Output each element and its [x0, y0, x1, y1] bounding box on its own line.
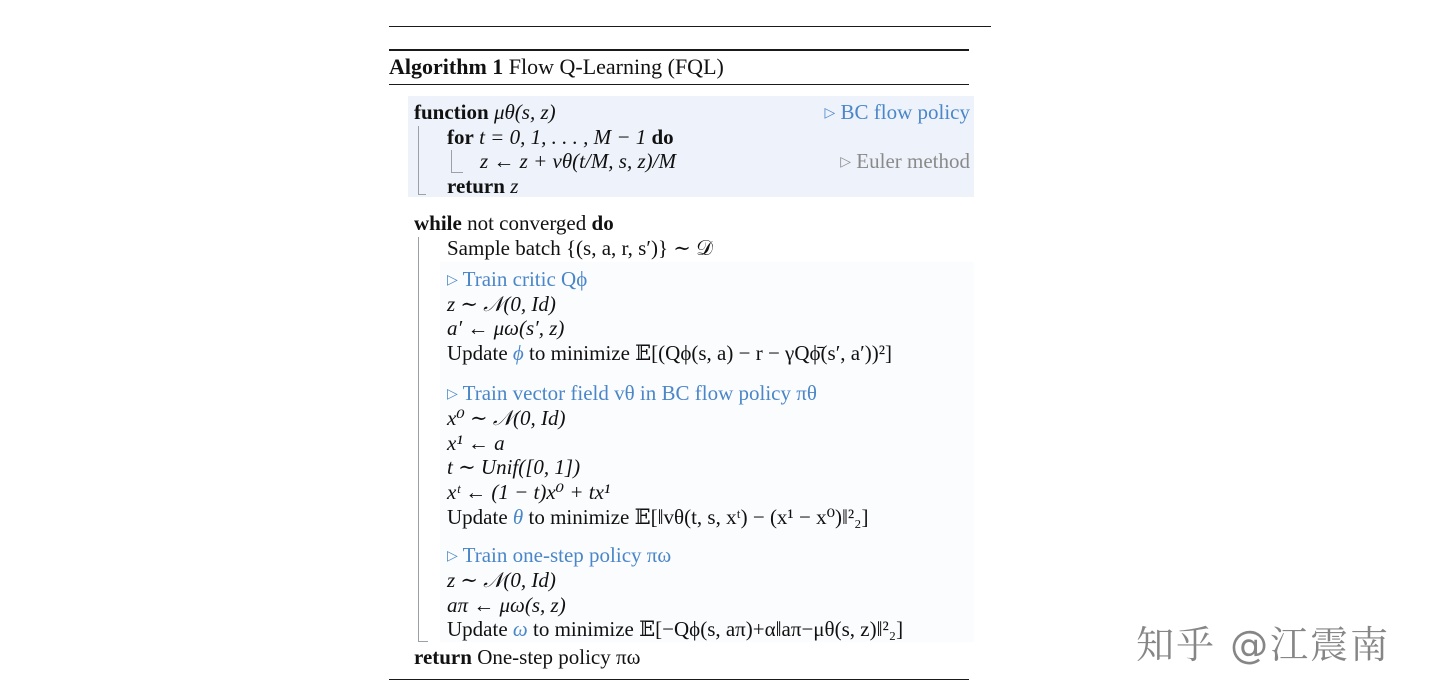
critic-line: z ∼ 𝒩(0, Id) — [447, 292, 556, 316]
vector-field-line: x¹ ← a — [447, 431, 505, 455]
function-comment: ▷ BC flow policy — [824, 100, 970, 124]
sample-batch-line: Sample batch {(s, a, r, s′)} ∼ 𝒟 — [447, 236, 713, 260]
one-step-comment: ▷ Train one-step policy πω — [447, 543, 672, 567]
do-keyword: do — [591, 211, 614, 235]
vector-field-param: θ — [512, 505, 524, 529]
algorithm-title: Flow Q-Learning (FQL) — [508, 54, 724, 79]
while-indent-bar — [418, 237, 419, 641]
function-header — [414, 100, 556, 124]
function-indent-end — [418, 194, 426, 195]
one-step-line: z ∼ 𝒩(0, Id) — [447, 568, 556, 592]
while-condition: not converged — [467, 211, 587, 235]
one-step-update-line: Update ω to minimize 𝔼[−Qϕ(s, aπ)+α‖aπ−μθ(s, z)‖²₂] — [447, 617, 904, 641]
vector-field-update-line: Update θ to minimize 𝔼[‖vθ(t, s, xᵗ) − (x¹ − x⁰)‖²₂] — [447, 505, 869, 529]
for-range: t = 0, 1, . . . , M − 1 — [479, 125, 647, 149]
comment-triangle-icon: ▷ — [447, 273, 458, 288]
comment-triangle-icon: ▷ — [840, 155, 852, 170]
critic-param: ϕ — [512, 341, 524, 365]
one-step-param: ω — [512, 617, 528, 641]
for-indent-bar — [451, 150, 452, 172]
return-value: z — [510, 174, 519, 198]
one-step-line: aπ ← μω(s, z) — [447, 593, 566, 617]
algorithm-caption — [389, 52, 724, 82]
function-signature: μθ(s, z) — [493, 100, 556, 124]
do-keyword: do — [651, 125, 674, 149]
comment-triangle-icon: ▷ — [447, 387, 458, 402]
euler-update: z ← z + vθ(t/M, s, z)/M — [480, 149, 676, 173]
function-keyword: function — [414, 100, 489, 124]
return-keyword: return — [414, 645, 472, 669]
critic-line: a′ ← μω(s′, z) — [447, 316, 565, 340]
critic-update-line: Update ϕ to minimize 𝔼[(Qϕ(s, a) − r − γQϕ̄(s′, a′))²] — [447, 341, 892, 365]
euler-comment: ▷ Euler method — [840, 149, 970, 173]
while-indent-end — [418, 641, 428, 642]
top-rule — [389, 26, 991, 27]
for-keyword: for — [447, 125, 474, 149]
vector-field-line: x⁰ ∼ 𝒩(0, Id) — [447, 406, 566, 430]
comment-triangle-icon: ▷ — [447, 549, 458, 564]
for-indent-end — [451, 172, 463, 173]
function-indent-bar — [418, 126, 419, 194]
for-loop-header — [447, 125, 674, 149]
vector-field-line: t ∼ Unif([0, 1]) — [447, 455, 581, 479]
vector-field-line: xᵗ ← (1 − t)x⁰ + tx¹ — [447, 480, 611, 504]
function-return — [447, 174, 518, 198]
critic-comment: ▷ Train critic Qϕ — [447, 267, 588, 291]
comment-triangle-icon: ▷ — [824, 106, 836, 121]
return-value: One-step policy πω — [477, 645, 641, 669]
algorithm-label: Algorithm 1 — [389, 54, 504, 79]
caption-top-rule — [389, 49, 969, 51]
caption-bottom-rule — [389, 84, 969, 85]
final-return — [414, 645, 640, 669]
while-header — [414, 211, 614, 235]
return-keyword: return — [447, 174, 505, 198]
while-keyword: while — [414, 211, 462, 235]
watermark: 知乎 @江震南 — [1136, 623, 1391, 667]
vector-field-comment: ▷ Train vector field vθ in BC flow policy πθ — [447, 381, 817, 405]
bottom-rule — [389, 679, 969, 680]
